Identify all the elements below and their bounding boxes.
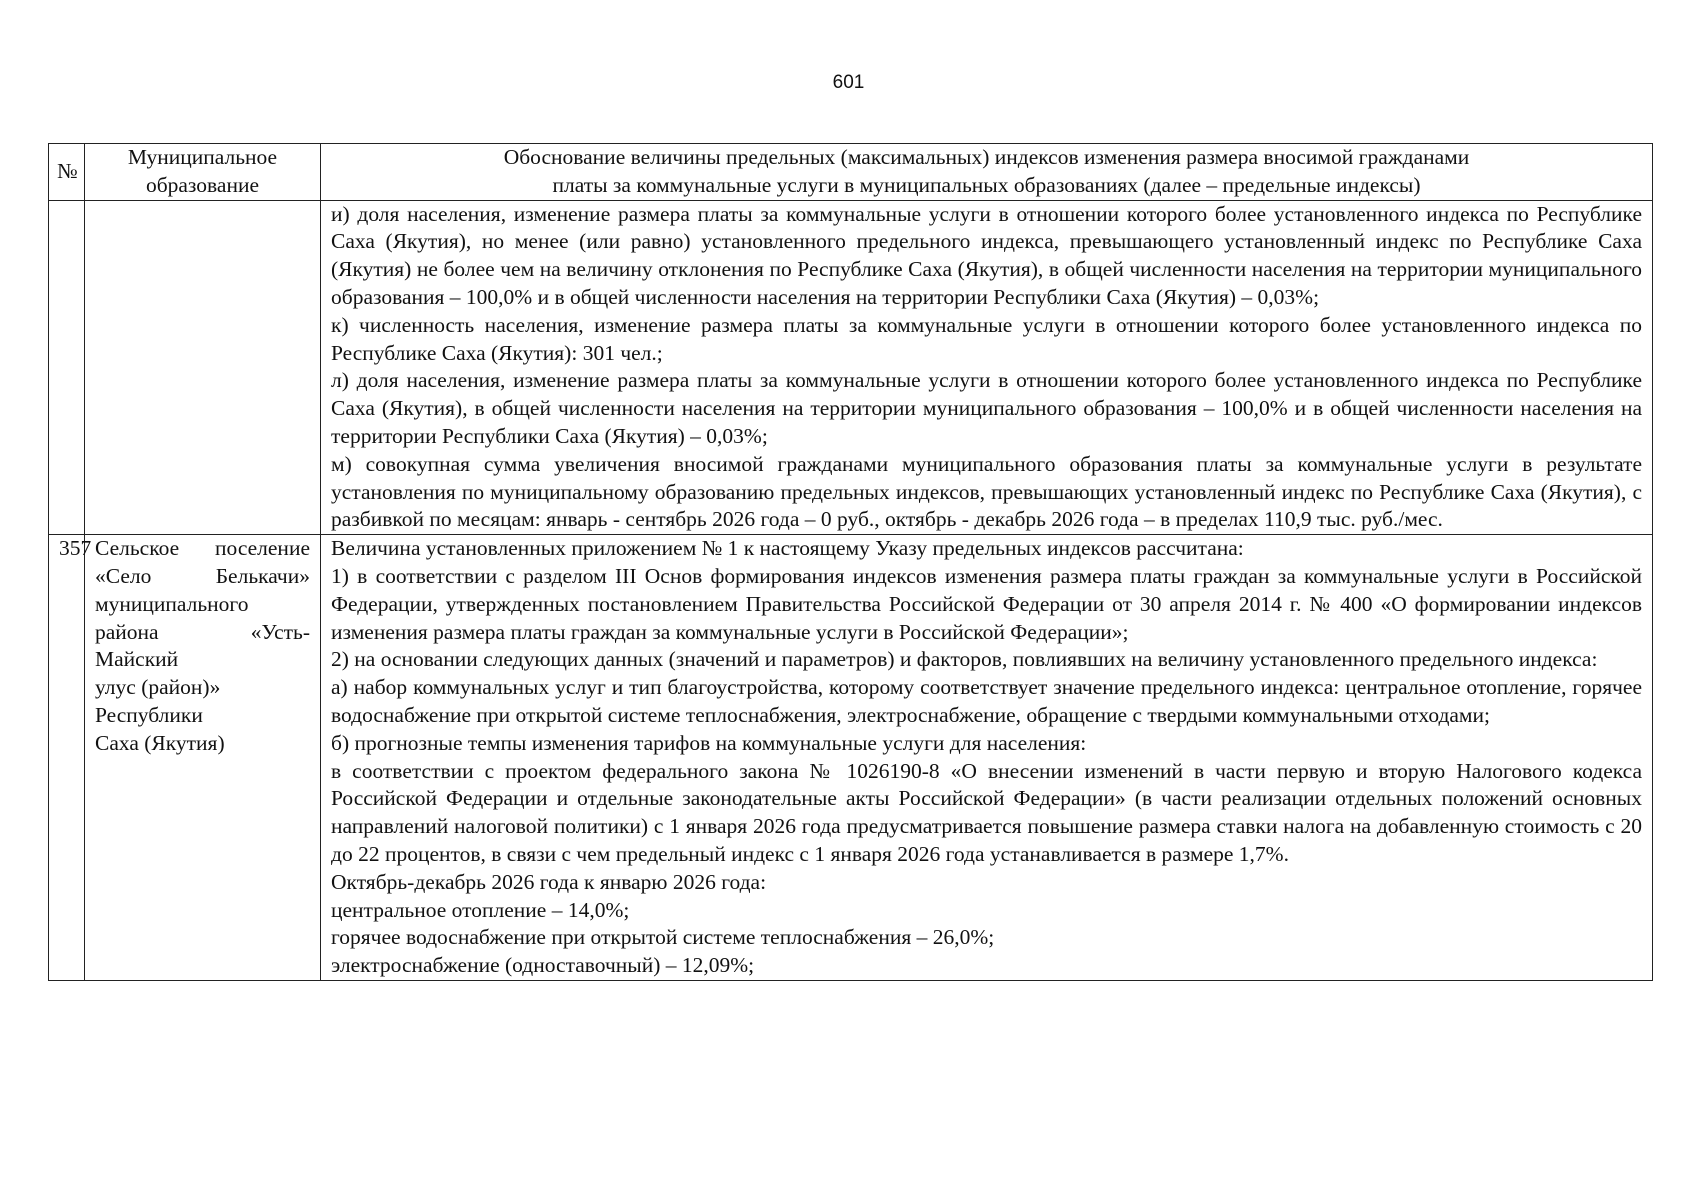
paragraph: а) набор коммунальных услуг и тип благоустройства, которому соответствует значение предельного индекса: центральное отопление, горячее водоснабжение при открытой системе теплоснабжения, электроснабжение, обращение с твердыми коммунальными отходами;: [331, 675, 1642, 727]
municipality-line: Сельское поселение: [95, 536, 310, 561]
municipality-line: района «Усть-: [95, 619, 310, 644]
municipality-line: муниципального: [95, 591, 249, 616]
paragraph: в соответствии с проектом федерального закона № 1026190-8 «О внесении изменений в части первую и вторую Налогового кодекса Российской Федерации и отдельные законодательные акты Российской Федерации» (в части реализации отдельных положений основных направлений налоговой политики) с 1 января 2026 года предусматривается повышение размера ставки налога на добавленную стоимость с 20 до 22 процентов, в связи с чем предельный индекс с 1 января 2026 года устанавливается в размере 1,7%.: [331, 758, 1642, 866]
municipality-line: улус (район)»: [95, 675, 221, 700]
header-number: №: [49, 144, 85, 201]
paragraph: центральное отопление – 14,0%;: [331, 897, 630, 922]
paragraph: л) доля населения, изменение размера платы за коммунальные услуги в отношении которого более установленного индекса по Республике Саха (Якутия), в общей численности населения на территории муниципального образования – 100,0% и в общей численности населения на территории Республики Саха (Якутия) – 0,03%;: [331, 368, 1642, 448]
paragraph: 2) на основании следующих данных (значений и параметров) и факторов, повлиявших на величину установленного предельного индекса:: [331, 647, 1598, 672]
paragraph: 1) в соответствии с разделом III Основ формирования индексов изменения размера платы граждан за коммунальные услуги в Российской Федерации, утвержденных постановлением Правительства Российской Федерации от 30 апреля 2014 г. № 400 «О формировании индексов изменения размера платы граждан за коммунальные услуги в Российской Федерации»;: [331, 563, 1642, 644]
municipality-line: Республики: [95, 702, 203, 727]
paragraph: б) прогнозные темпы изменения тарифов на коммунальные услуги для населения:: [331, 730, 1087, 755]
page-number: 601: [832, 72, 865, 93]
municipality-line: Майский: [95, 647, 179, 672]
paragraph: м) совокупная сумма увеличения вносимой гражданами муниципального образования платы за коммунальные услуги в результате установления по муниципальному образованию предельных индексов, превышающих установленный индекс по Республике Саха (Якутия), с разбивкой по месяцам: январь - сентябрь 2026 года – 0 руб., октябрь - декабрь 2026 года – в пределах 110,9 тыс. руб./мес.: [331, 451, 1642, 532]
table-header-row: [49, 144, 1653, 201]
justification-cell: [321, 200, 1653, 535]
paragraph: к) численность населения, изменение размера платы за коммунальные услуги в отношении которого более установленного индекса по Республике Саха (Якутия): 301 чел.;: [331, 312, 1642, 365]
header-municipality-line: Муниципальное: [127, 145, 278, 169]
paragraph: электроснабжение (одноставочный) – 12,09%;: [331, 953, 755, 978]
municipality-line: Саха (Якутия): [95, 730, 225, 755]
row-number-cell: 357: [49, 535, 85, 981]
paragraph: горячее водоснабжение при открытой системе теплоснабжения – 26,0%;: [331, 925, 995, 950]
table-row: [49, 200, 1653, 535]
municipality-cell: [85, 535, 321, 981]
paragraph: и) доля населения, изменение размера платы за коммунальные услуги в отношении которого более установленного индекса по Республике Саха (Якутия), но менее (или равно) установленного предельного индекса, превышающего установленный индекс по Республике Саха (Якутия) не более чем на величину отклонения по Республике Саха (Якутия), в общей численности населения на территории муниципального образования – 100,0% и в общей численности населения на территории Республики Саха (Якутия) – 0,03%;: [331, 201, 1642, 309]
indices-table: [48, 143, 1653, 981]
header-justification-line: Обоснование величины предельных (максимальных) индексов изменения размера вносимой гражданами: [503, 145, 1470, 169]
municipality-line: «Село Белькачи»: [95, 563, 310, 588]
paragraph: Величина установленных приложением № 1 к настоящему Указу предельных индексов рассчитана:: [331, 536, 1244, 561]
row-number-cell: [49, 200, 85, 535]
header-municipality-line: образование: [145, 172, 260, 197]
header-municipality: [85, 144, 321, 201]
table-row: [49, 535, 1653, 981]
paragraph: Октябрь-декабрь 2026 года к январю 2026 года:: [331, 869, 767, 894]
header-justification: [321, 144, 1653, 201]
municipality-cell: [85, 200, 321, 535]
header-justification-line: платы за коммунальные услуги в муниципальных образованиях (далее – предельные индексы): [552, 172, 1421, 197]
justification-cell: [321, 535, 1653, 981]
